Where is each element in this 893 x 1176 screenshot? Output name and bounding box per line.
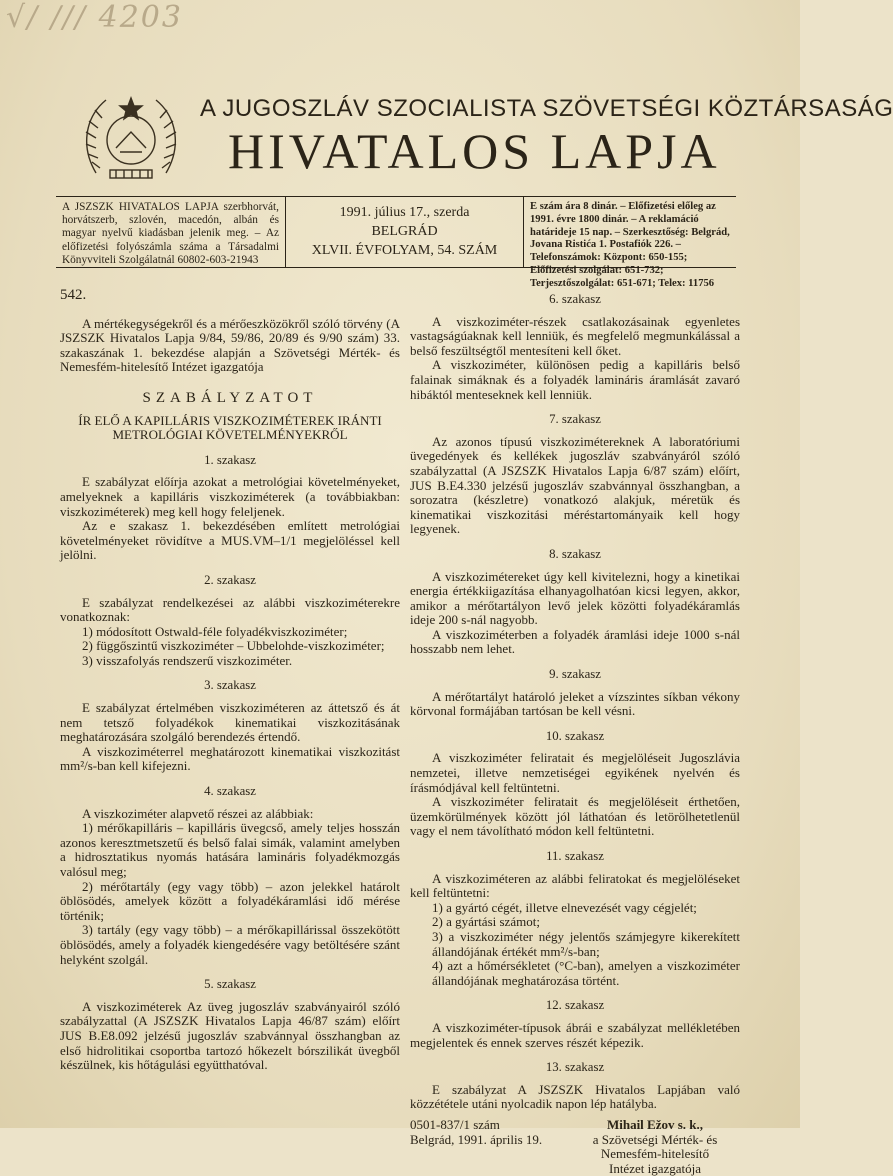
paragraph: Az e szakasz 1. bekezdésében említett metrológiai követelményeket rövidítve a MUS.VM–1/1 megjelöléssel kell jelölni. xyxy=(60,518,400,563)
paragraph: A viszkoziméter-típusok ábrái e szabályzat mellékletében megjelentek és ennek szerves részét képezik. xyxy=(410,1019,740,1050)
list-item: 1) a gyártó cégét, illetve elnevezését vagy cégjelét; xyxy=(432,899,697,915)
issue-volume: XLVII. ÉVFOLYAM, 54. SZÁM xyxy=(311,243,498,258)
section-title: 8. szakasz xyxy=(549,546,601,561)
section-title: 6. szakasz xyxy=(549,292,601,306)
section-title: 10. szakasz xyxy=(545,728,605,743)
paragraph: A viszkoziméter, különösen pedig a kapilláris belső falainak simáknak és a folyadék lamináris áramlását zavaró hibáktól menteseknek kell lenniük. xyxy=(410,357,740,402)
paragraph: E szabályzat előírja azokat a metrológiai követelményeket, amelyeknek a kapilláris viszkoziméterek (a továbbiakban: viszkoziméterek) meg kell hogy feleljenek. xyxy=(60,474,400,519)
section-title: 2. szakasz xyxy=(204,572,256,587)
section-title: 1. szakasz xyxy=(204,452,256,467)
section-title: 3. szakasz xyxy=(204,678,256,693)
paragraph: A viszkoziméterek Az üveg jugoszláv szabványairól szóló szabályzattal (A JSZSZK Hivatalos Lapja 46/87 szám) előírt JUS B.E8.092 jelzésű jugoszláv szabvánnyal összhangban az első hidrolitikai csoportba tartozó hőkezelt bórszilikát üvegből készülnek, kis hőtágulási együtthatóval. xyxy=(60,998,400,1073)
paragraph: A viszkoziméterben a folyadék áramlási ideje 1000 s-nál hosszabb nem lehet. xyxy=(410,626,740,657)
list-item: 1) mérőkapilláris – kapilláris üvegcső, amely teljes hosszán azonos keresztmetszetű és belső falai simák, valamint amelyben a hidrosztatikus nyomás hatására lamináris folyadékmozgás valósul meg; xyxy=(60,820,400,879)
paragraph: E szabályzat A JSZSZK Hivatalos Lapjában való közzététele utáni nyolcadik napon lép hatályba. xyxy=(410,1081,740,1112)
signature-block xyxy=(410,1118,740,1176)
masthead-price-contact: E szám ára 8 dinár. – Előfizetési előleg az 1991. évre 1800 dinár. – A reklamáció határideje 15 nap. – Szerkesztőség: Belgrád, Jovana Ristića 1. Postafiók 226. – Telefonszámok: Központ: 650-155; Előfizetési szolgálat: 651-732; Terjesztőszolgálat: 651-671; Telex: 11756 xyxy=(530,201,730,289)
paragraph: E szabályzat értelmében viszkoziméteren az áttetsző és át nem tetsző folyadékok kinematikai viszkozitásának meghatározására szolgáló berendezés értendő. xyxy=(60,700,400,745)
section-title: 9. szakasz xyxy=(549,667,601,682)
section-title: 7. szakasz xyxy=(549,412,601,427)
paragraph: E szabályzat rendelkezései az alábbi viszkoziméterekre vonatkoznak: xyxy=(60,594,400,625)
state-emblem-icon xyxy=(76,88,186,188)
header-gazette-title: HIVATALOS LAPJA xyxy=(228,123,721,179)
paragraph: A viszkoziméteren az alábbi feliratokat és megjelöléseket kell feltüntetni: xyxy=(410,870,740,901)
header-country-title: A JUGOSZLÁV SZOCIALISTA SZÖVETSÉGI KÖZTÁRSASÁG xyxy=(200,95,893,122)
paragraph: A viszkoziméter feliratait és megjelöléseit érthetően, üzemkörülmények között jól láthatóan és letörölhetetlenül vagy el nem távolítható módon kell feltüntetni. xyxy=(410,794,740,839)
signatory-role: a Szövetségi Mérték- és xyxy=(592,1131,718,1147)
list-item: 1) módosított Ostwald-féle folyadékviszkoziméter; xyxy=(82,623,348,639)
paragraph: A viszkoziméter alapvető részei az alábbiak: xyxy=(82,805,314,821)
act-number: 542. xyxy=(60,287,87,303)
signatory-name: Mihail Ežov s. k., xyxy=(606,1116,704,1132)
paragraph: A viszkoziméter feliratait és megjelöléseit Jugoszlávia nemzetei, illetve nemzetiségei egyikének nyelvén és írásmódjával kell feltüntetni. xyxy=(410,750,740,795)
paragraph: Az azonos típusú viszkozimétereknek A laboratóriumi üvegedények és kellékek jugoszláv szabványáról szóló szabályzattal (A JSZSZK Hivatalos Lapja 6/87 szám) előírt, JUS B.E4.330 jelzésű jugoszláv szabvánnyal összhangban, a sorozatra (készletre) vonatkozó alakjuk, méretük és kinematikai viszkozitási méréstartományaik kell hogy legyenek. xyxy=(410,433,740,537)
masthead-box xyxy=(56,196,736,289)
section-title: 13. szakasz xyxy=(545,1060,605,1075)
doc-type-heading: SZABÁLYZATOT xyxy=(142,389,318,406)
list-item: 3) tartály (egy vagy több) – a mérőkapillárissal összekötött öblösödés, amely a folyadék kiengedésére vagy betöltésére szánt helyként szolgál. xyxy=(60,922,400,967)
list-item: 3) a viszkoziméter négy jelentős számjegyre kikerekített állandójának értékét mm²/s-ban; xyxy=(432,928,740,959)
reference-number: 0501-837/1 szám xyxy=(410,1116,500,1132)
section-title: 5. szakasz xyxy=(204,977,256,992)
issue-city: BELGRÁD xyxy=(371,224,438,239)
issue-date: 1991. július 17., szerda xyxy=(339,205,470,220)
doc-title-heading: ÍR ELŐ A KAPILLÁRIS VISZKOZIMÉTEREK IRÁNTI METROLÓGIAI KÖVETELMÉNYEKRŐL xyxy=(78,412,382,443)
signatory-role: Intézet igazgatója xyxy=(608,1160,702,1176)
right-column xyxy=(410,282,740,1176)
list-item: 3) visszafolyás rendszerű viszkoziméter. xyxy=(82,652,293,668)
paragraph: A viszkoziméterrel meghatározott kinematikai viszkozitást mm²/s-ban kell kifejezni. xyxy=(60,743,400,774)
section-title: 12. szakasz xyxy=(545,998,605,1013)
signatory-role: Nemesfém-hitelesítő xyxy=(600,1146,710,1162)
masthead-publication-info: A JSZSZK HIVATALOS LAPJA szerbhorvát, horvátszerb, szlovén, macedón, albán és magyar nyelvű kiadásban jelenik meg. – Az előfizetési folyószámla száma a Társadalmi Könyvviteli Szolgálatnál 60802-603-21943 xyxy=(56,197,286,267)
list-item: 2) a gyártási számot; xyxy=(432,914,540,930)
list-item: 2) függőszintű viszkoziméter – Ubbelohde-viszkoziméter; xyxy=(82,638,385,654)
paragraph: A viszkoziméter-részek csatlakozásainak egyenletes vastagságúaknak kell lenniük, és megfelelő megmunkálással a belső feszültségtől mentesíteni kell őket. xyxy=(410,313,740,358)
section-title: 11. szakasz xyxy=(546,849,604,863)
sign-place-date: Belgrád, 1991. április 19. xyxy=(410,1131,543,1147)
act-intro: A mértékegységekről és a mérőeszközökről szóló törvény (A JSZSZK Hivatalos Lapja 9/84, 59/86, 20/89 és 9/90 szám) 33. szakaszának 1. bekezdése alapján a Szövetségi Mérték- és Nemesfém-hitelesítő Intézet igazgatója xyxy=(60,315,400,375)
paragraph: A viszkozimétereket úgy kell kivitelezni, hogy a kinetikai energia értékkiigazítása elhanyagolhatóan kicsi legyen, akkor, amikor a mérőtartályon levő jelek közötti folyadékáramlás ideje 200 s-nál nagyobb. xyxy=(410,568,740,628)
list-item: 4) azt a hőmérsékletet (°C-ban), amelyen a viszkoziméter állandójának meghatározása történt. xyxy=(432,958,740,988)
left-column xyxy=(60,288,400,1073)
list-item: 2) mérőtartály (egy vagy több) – azon jelekkel határolt öblösödés, amelyek között a folyadékáramlási idő mérése történik; xyxy=(60,878,400,923)
handwritten-note: √/ /// 4203 xyxy=(6,0,183,35)
masthead-issue-info xyxy=(286,197,524,267)
paragraph: A mérőtartályt határoló jeleket a vízszintes síkban vékony körvonal formájában tartósan be kell vésni. xyxy=(410,688,740,719)
section-title: 4. szakasz xyxy=(204,784,256,799)
